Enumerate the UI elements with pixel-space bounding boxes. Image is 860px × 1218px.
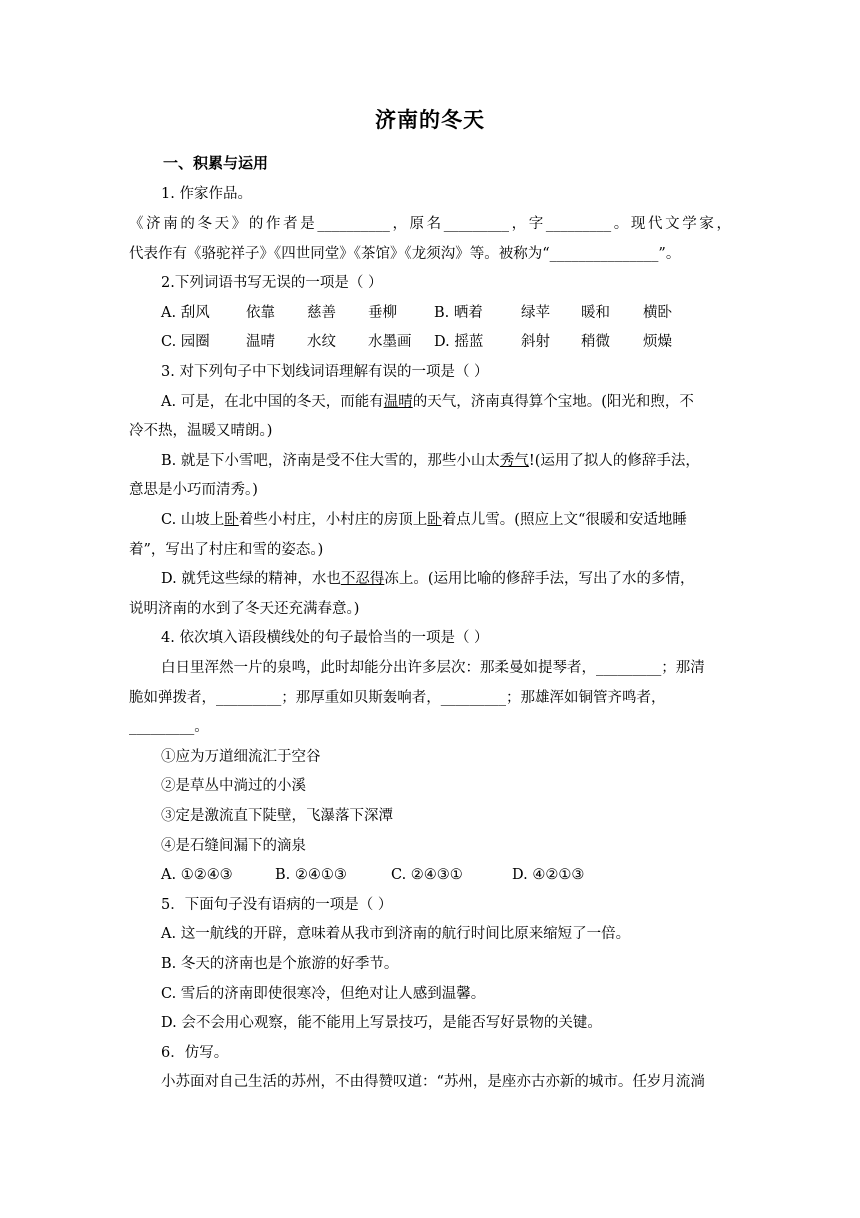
q4-item: ③定是激流直下陡壁，飞瀑落下深潭 — [161, 808, 393, 824]
underlined-word: 温晴 — [383, 394, 413, 410]
q4-options — [161, 865, 584, 885]
q3-option-c-line2: 着”，写出了村庄和雪的姿态。) — [129, 542, 324, 558]
option-text: D. 摇蓝 — [434, 334, 484, 350]
q6-stem: 6．仿写。 — [161, 1045, 229, 1061]
option-text: B. 晒着 — [434, 305, 483, 321]
option-text: 稍微 — [581, 334, 610, 350]
q2-options-row1 — [161, 303, 672, 323]
option-text: 温晴 — [246, 334, 275, 350]
q4-item: ①应为万道细流汇于空谷 — [161, 749, 321, 765]
option-text: C. ②④③① — [391, 867, 463, 883]
option-text: 暖和 — [581, 305, 610, 321]
option-text: A. 刮风 — [161, 305, 210, 321]
option-text: 横卧 — [643, 305, 672, 321]
q4-passage-line2: 脆如弹拨者，_________；那厚重如贝斯轰响者，_________；那雄浑如铜管齐鸣者， — [129, 690, 666, 706]
option-text: B. ②④①③ — [275, 867, 347, 883]
q5-option-b: B. 冬天的济南也是个旅游的好季节。 — [161, 956, 399, 972]
q4-item: ②是草丛中淌过的小溪 — [161, 778, 306, 794]
q3-option-d-line1: D. 就凭这些绿的精神，水也不忍得冻上。(运用比喻的修辞手法，写出了水的多情， — [161, 571, 695, 587]
underlined-word: 不忍得 — [340, 571, 385, 587]
q2-stem: 2.下列词语书写无误的一项是（ ） — [161, 275, 383, 291]
q5-option-a: A. 这一航线的开辟，意味着从我市到济南的航行时间比原来缩短了一倍。 — [161, 926, 631, 942]
underlined-word: 卧 — [427, 512, 442, 528]
q3-option-d-line2: 说明济南的水到了冬天还充满春意。) — [129, 601, 360, 617]
option-text: 垂柳 — [368, 305, 397, 321]
q1-line1: 《济南的冬天》的作者是__________，原名_________，字_________。现代文学家， — [129, 216, 731, 232]
q3-option-c-line1: C. 山坡上卧着些小村庄，小村庄的房顶上卧着点儿雪。(照应上文“很暖和安适地睡 — [161, 512, 687, 528]
q1-label: 1. 作家作品。 — [161, 186, 252, 202]
q5-option-c: C. 雪后的济南即使很寒冷，但绝对让人感到温馨。 — [161, 986, 486, 1002]
option-text: A. ①②④③ — [161, 867, 233, 883]
q1-line2: 代表作有《骆驼祥子》《四世同堂》《茶馆》《龙须沟》等。被称为“_______________”。 — [129, 246, 681, 262]
option-text: C. 园圈 — [161, 334, 210, 350]
q5-stem: 5．下面句子没有语病的一项是（ ） — [161, 897, 393, 913]
q4-passage-line1: 白日里浑然一片的泉鸣，此时却能分出许多层次：那柔曼如提琴者，_________；那清 — [161, 660, 705, 676]
q3-stem: 3. 对下列句子中下划线词语理解有误的一项是（ ） — [161, 364, 489, 380]
q5-option-d: D. 会不会用心观察，能不能用上写景技巧，是能否写好景物的关键。 — [161, 1015, 602, 1031]
option-text: 依靠 — [246, 305, 275, 321]
page-title: 济南的冬天 — [375, 108, 485, 132]
option-text: 烦燥 — [643, 334, 672, 350]
underlined-word: 秀气 — [499, 453, 529, 469]
underlined-word: 卧 — [224, 512, 239, 528]
q3-option-a-line1: A. 可是，在北中国的冬天，而能有温晴的天气，济南真得算个宝地。(阳光和煦，不 — [161, 394, 694, 410]
q4-passage-line3: _________。 — [129, 719, 209, 735]
section-heading: 一、积累与运用 — [163, 154, 269, 172]
option-text: 水墨画 — [368, 334, 412, 350]
q2-options-row2 — [161, 332, 672, 352]
option-text: 绿苹 — [521, 305, 550, 321]
q3-option-b-line2: 意思是小巧而清秀。) — [129, 482, 258, 498]
option-text: 慈善 — [307, 305, 336, 321]
q3-option-b-line1: B. 就是下小雪吧，济南是受不住大雪的，那些小山太秀气!(运用了拟人的修辞手法， — [161, 453, 700, 469]
q4-stem: 4. 依次填入语段横线处的句子最恰当的一项是（ ） — [161, 630, 489, 646]
q3-option-a-line2: 冷不热，温暖又晴朗。) — [129, 423, 273, 439]
option-text: D. ④②①③ — [512, 867, 585, 883]
q6-text: 小苏面对自己生活的苏州，不由得赞叹道：“苏州，是座亦古亦新的城市。任岁月流淌 — [161, 1074, 705, 1090]
option-text: 水纹 — [307, 334, 336, 350]
option-text: 斜射 — [521, 334, 550, 350]
q4-item: ④是石缝间漏下的滴泉 — [161, 838, 306, 854]
